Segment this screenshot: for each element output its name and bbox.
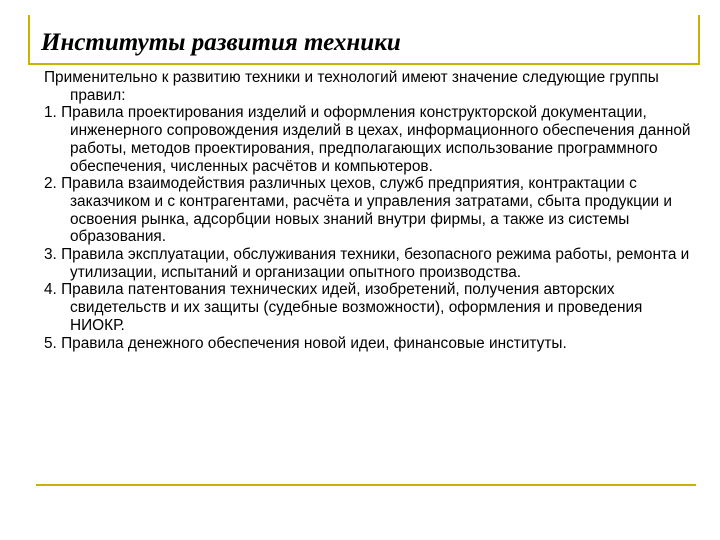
title-frame-left-rule	[28, 15, 30, 63]
slide-title: Институты развития техники	[41, 29, 401, 56]
title-frame-right-rule	[698, 15, 700, 63]
list-item-5: 5. Правила денежного обеспечения новой идеи, финансовые институты.	[44, 334, 567, 352]
slide-body	[44, 69, 694, 352]
title-underline-rule	[28, 63, 700, 65]
footer-rule	[36, 484, 696, 486]
list-item-1: 1. Правила проектирования изделий и оформления конструкторской документации, инженерного сопровождения изделий в цехах, информационного обеспечения данной работы, методов проектирования, предполагающих использование программного обеспечения, численных расчётов и компьютеров.	[44, 104, 691, 175]
list-item-4: 4. Правила патентования технических идей, изобретений, получения авторских свидетельств и их защиты (судебные возможности), оформления и проведения НИОКР.	[44, 281, 643, 334]
list-item-2: 2. Правила взаимодействия различных цехов, служб предприятия, контрактации с заказчиком и с контрагентами, расчёта и управления затратами, сбыта продукции и освоения рынка, адсорбции новых знаний внутри фирмы, а также из системы образования.	[44, 175, 673, 246]
intro-paragraph: Применительно к развитию техники и технологий имеют значение следующие группы правил:	[44, 69, 659, 104]
list-item-3: 3. Правила эксплуатации, обслуживания техники, безопасного режима работы, ремонта и утилизации, испытаний и организации опытного производства.	[44, 246, 690, 281]
